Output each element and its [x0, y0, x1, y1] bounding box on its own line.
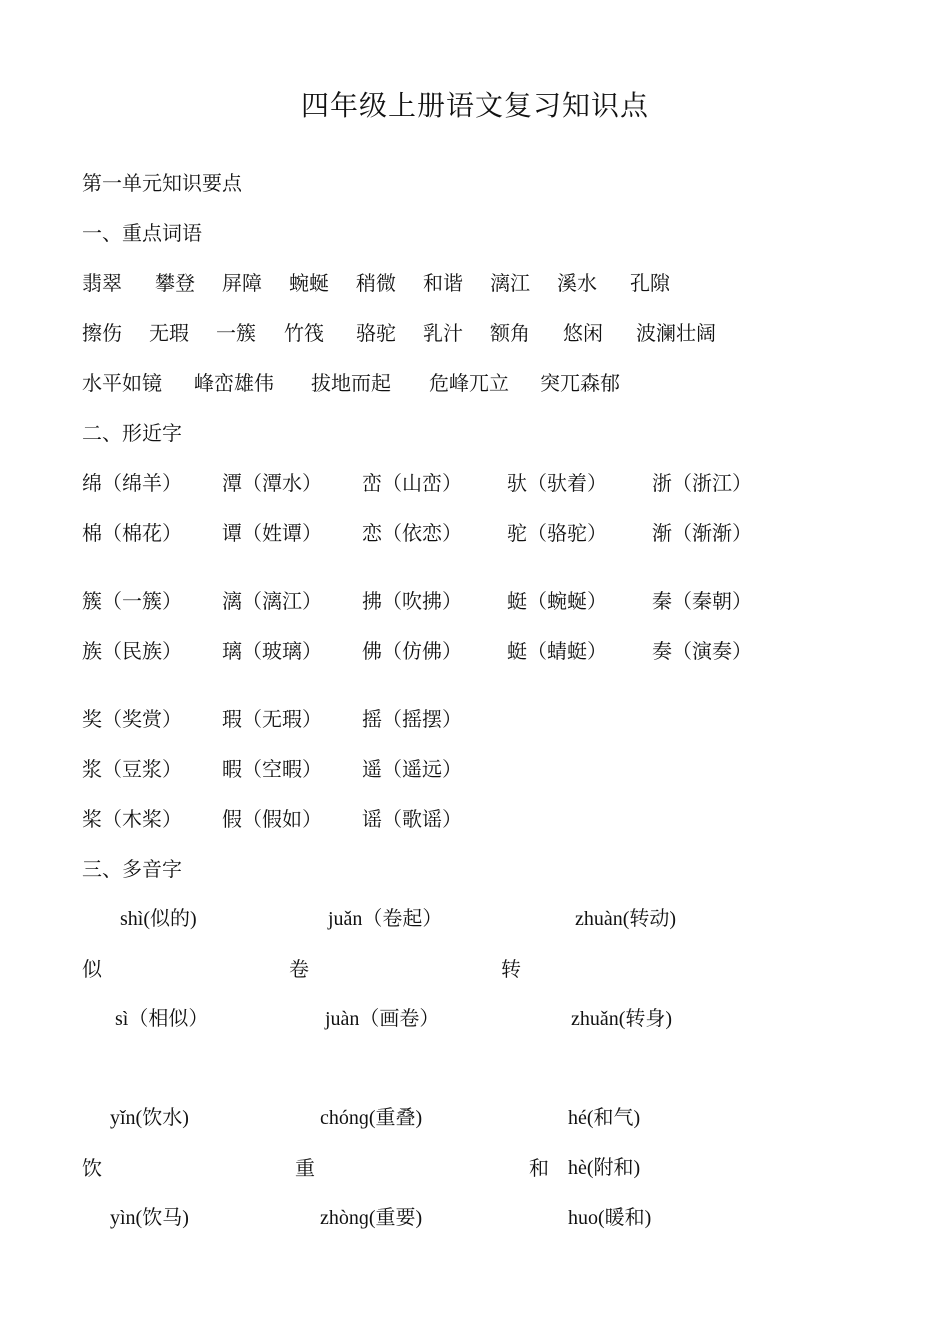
- char-pair: 驮（驮着）: [507, 471, 607, 495]
- word: 峰峦雄伟: [194, 371, 274, 395]
- char-pair: 秦（秦朝）: [652, 589, 752, 613]
- char-pair: 峦（山峦）: [362, 471, 462, 495]
- polyphone-char: 转: [501, 957, 521, 981]
- word: 溪水: [557, 271, 597, 295]
- word: 骆驼: [356, 321, 396, 345]
- char-pair: 恋（依恋）: [362, 521, 462, 545]
- pinyin-reading: chónɡ(重叠): [320, 1107, 423, 1129]
- char-pair: 浆（豆浆）: [82, 757, 182, 781]
- char-pair: 奏（演奏）: [652, 639, 752, 663]
- polyphone-char: 饮: [82, 1156, 102, 1180]
- word: 悠闲: [563, 321, 603, 345]
- pinyin-reading: hè(附和): [568, 1157, 641, 1179]
- char-pair: 遥（遥远）: [362, 757, 462, 781]
- pinyin-reading: yǐn(饮水): [110, 1107, 189, 1129]
- word: 蜿蜒: [289, 271, 329, 295]
- polyphone-char: 重: [295, 1156, 315, 1180]
- pinyin-reading: sì（相似）: [115, 1008, 209, 1030]
- word: 波澜壮阔: [636, 321, 716, 345]
- word: 翡翠: [82, 271, 122, 295]
- char-pair: 璃（玻璃）: [222, 639, 322, 663]
- char-pair: 暇（空暇）: [222, 757, 322, 781]
- word: 孔隙: [630, 271, 670, 295]
- section-heading-similar-characters: 二、形近字: [82, 421, 182, 445]
- char-pair: 蜓（蜿蜒）: [507, 589, 607, 613]
- pinyin-reading: juàn（画卷）: [325, 1008, 440, 1030]
- pinyin-reading: shì(似的): [120, 908, 197, 930]
- char-pair: 渐（渐渐）: [652, 521, 752, 545]
- word: 擦伤: [82, 321, 122, 345]
- word: 危峰兀立: [429, 371, 509, 395]
- word: 攀登: [155, 271, 195, 295]
- char-pair: 谣（歌谣）: [362, 807, 462, 831]
- pinyin-reading: yìn(饮马): [110, 1207, 189, 1229]
- char-pair: 摇（摇摆）: [362, 707, 462, 731]
- char-pair: 潭（潭水）: [222, 471, 322, 495]
- unit-heading: 第一单元知识要点: [82, 171, 242, 195]
- char-pair: 漓（漓江）: [222, 589, 322, 613]
- word: 稍微: [356, 271, 396, 295]
- char-pair: 绵（绵羊）: [82, 471, 182, 495]
- pinyin-reading: huo(暖和): [568, 1207, 652, 1229]
- word: 突兀森郁: [540, 371, 620, 395]
- word: 竹筏: [284, 321, 324, 345]
- word: 和谐: [423, 271, 463, 295]
- word: 乳汁: [423, 321, 463, 345]
- pinyin-reading: zhuǎn(转身): [571, 1008, 673, 1030]
- polyphone-char: 和: [529, 1156, 549, 1180]
- char-pair: 拂（吹拂）: [362, 589, 462, 613]
- char-pair: 浙（浙江）: [652, 471, 752, 495]
- pinyin-reading: juǎn（卷起）: [328, 908, 443, 930]
- section-heading-key-words: 一、重点词语: [82, 221, 202, 245]
- polyphone-char: 卷: [289, 957, 309, 981]
- word: 一簇: [216, 321, 256, 345]
- char-pair: 假（假如）: [222, 807, 322, 831]
- word: 额角: [490, 321, 530, 345]
- word: 屏障: [222, 271, 262, 295]
- char-pair: 桨（木桨）: [82, 807, 182, 831]
- page-title: 四年级上册语文复习知识点: [300, 89, 649, 122]
- word: 水平如镜: [82, 371, 162, 395]
- word: 漓江: [490, 271, 530, 295]
- char-pair: 棉（棉花）: [82, 521, 182, 545]
- char-pair: 蜓（蜻蜓）: [507, 639, 607, 663]
- word: 拔地而起: [311, 371, 391, 395]
- char-pair: 驼（骆驼）: [507, 521, 607, 545]
- word: 无瑕: [149, 321, 189, 345]
- char-pair: 簇（一簇）: [82, 589, 182, 613]
- pinyin-reading: hé(和气): [568, 1107, 641, 1129]
- section-heading-polyphonic-characters: 三、多音字: [82, 857, 182, 881]
- char-pair: 瑕（无瑕）: [222, 707, 322, 731]
- char-pair: 族（民族）: [82, 639, 182, 663]
- char-pair: 谭（姓谭）: [222, 521, 322, 545]
- pinyin-reading: zhuàn(转动): [575, 908, 677, 930]
- char-pair: 奖（奖赏）: [82, 707, 182, 731]
- pinyin-reading: zhònɡ(重要): [320, 1207, 423, 1229]
- polyphone-char: 似: [82, 957, 102, 981]
- char-pair: 佛（仿佛）: [362, 639, 462, 663]
